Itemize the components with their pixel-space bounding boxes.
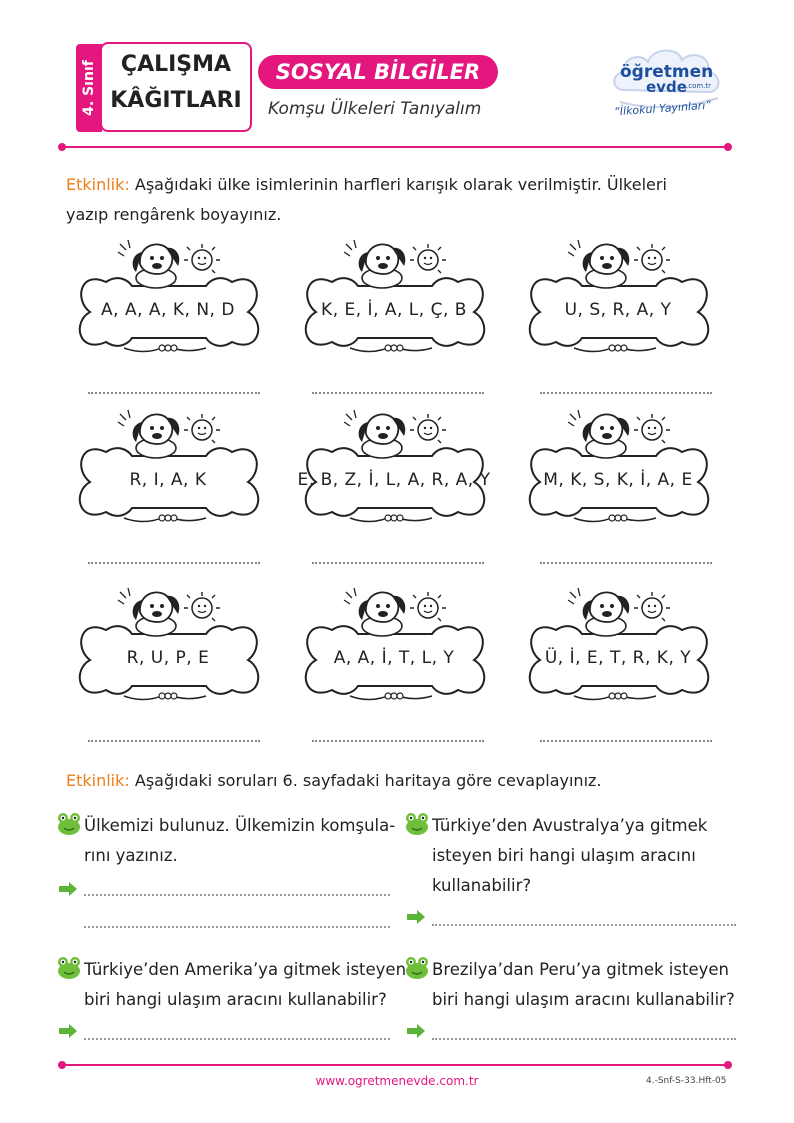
subject-badge: SOSYAL BİLGİLER	[258, 55, 498, 89]
scrambled-letters: U, S, R, A, Y	[564, 300, 672, 320]
question-1-line1: Ülkemizi bulunuz. Ülkemizin komşula-	[84, 816, 396, 835]
answer-line-q2[interactable]	[432, 924, 736, 926]
frog-icon	[56, 812, 82, 836]
footer-url[interactable]: www.ogretmenevde.com.tr	[315, 1074, 479, 1088]
question-3-line2: biri hangi ulaşım aracını kullanabilir?	[84, 990, 387, 1009]
country-answer-line[interactable]	[88, 392, 260, 394]
footer-code: 4.-Snf-S-33.Hft-05	[646, 1076, 727, 1086]
scrambled-word-card	[66, 578, 270, 718]
country-answer-line[interactable]	[88, 740, 260, 742]
frog-icon	[404, 956, 430, 980]
logo-tagline: “İlkokul Yayınları”	[613, 98, 712, 119]
answer-line-q1-2[interactable]	[84, 926, 390, 928]
logo-word-top: öğretmen	[620, 62, 714, 82]
scrambled-letters: A, A, A, K, N, D	[101, 300, 235, 320]
scrambled-letters: R, I, A, K	[129, 470, 207, 490]
question-2-line1: Türkiye’den Avustralya’ya gitmek	[432, 816, 708, 835]
title-line-2: KÂĞITLARI	[110, 88, 242, 113]
activity-1-instruction	[66, 170, 667, 230]
question-3	[84, 955, 406, 1015]
scrambled-word-card	[292, 230, 496, 370]
logo-word-bottom: evde	[646, 78, 687, 96]
country-answer-line[interactable]	[540, 392, 712, 394]
header-divider	[62, 146, 728, 148]
footer-divider	[62, 1064, 728, 1066]
scrambled-word-card	[66, 400, 270, 540]
question-2-line2: isteyen biri hangi ulaşım aracını	[432, 846, 696, 865]
answer-line-q3[interactable]	[84, 1038, 390, 1040]
activity-1-text-line1: Aşağıdaki ülke isimlerinin harfleri karışık olarak verilmiştir. Ülkeleri	[134, 175, 667, 194]
scrambled-word-card	[516, 578, 720, 718]
arrow-right-icon	[406, 910, 426, 924]
topic-subtitle: Komşu Ülkeleri Tanıyalım	[268, 99, 482, 119]
question-2	[432, 811, 707, 901]
title-line-1: ÇALIŞMA	[120, 52, 232, 77]
scrambled-letters: E, B, Z, İ, L, A, R, A, Y	[297, 470, 491, 490]
scrambled-word-card	[292, 578, 496, 718]
country-answer-line[interactable]	[312, 740, 484, 742]
worksheet-title-box	[100, 42, 252, 132]
answer-line-q1-1[interactable]	[84, 894, 390, 896]
scrambled-letters: Ü, İ, E, T, R, K, Y	[544, 648, 692, 668]
activity-1-label: Etkinlik:	[66, 175, 130, 194]
question-4	[432, 955, 735, 1015]
scrambled-letters: K, E, İ, A, L, Ç, B	[321, 300, 467, 320]
frog-icon	[404, 812, 430, 836]
question-4-line1: Brezilya’dan Peru’ya gitmek isteyen	[432, 960, 729, 979]
grade-tab	[76, 44, 102, 132]
country-answer-line[interactable]	[540, 740, 712, 742]
answer-line-q4[interactable]	[432, 1038, 736, 1040]
scrambled-word-card	[66, 230, 270, 370]
question-4-line2: biri hangi ulaşım aracını kullanabilir?	[432, 990, 735, 1009]
question-1	[84, 811, 395, 871]
activity-2-instruction	[66, 766, 602, 796]
scrambled-letters: R, U, P, E	[126, 648, 210, 668]
question-2-line3: kullanabilir?	[432, 876, 532, 895]
question-3-line1: Türkiye’den Amerika’ya gitmek isteyen	[84, 960, 407, 979]
country-answer-line[interactable]	[540, 562, 712, 564]
country-answer-line[interactable]	[88, 562, 260, 564]
scrambled-word-card	[516, 230, 720, 370]
logo-domain: .com.tr	[686, 82, 712, 90]
arrow-right-icon	[58, 1024, 78, 1038]
scrambled-word-card	[516, 400, 720, 540]
activity-2-label: Etkinlik:	[66, 771, 130, 790]
scrambled-letters: A, A, İ, T, L, Y	[333, 648, 455, 668]
activity-1-text-line2: yazıp rengârenk boyayınız.	[66, 205, 282, 224]
arrow-right-icon	[58, 882, 78, 896]
publisher-logo	[606, 44, 730, 126]
country-answer-line[interactable]	[312, 562, 484, 564]
frog-icon	[56, 956, 82, 980]
question-1-line2: rını yazınız.	[84, 846, 178, 865]
scrambled-word-card	[292, 400, 496, 540]
scrambled-letters: M, K, S, K, İ, A, E	[543, 470, 693, 490]
grade-label: 4. Sınıf	[81, 60, 97, 116]
arrow-right-icon	[406, 1024, 426, 1038]
country-answer-line[interactable]	[312, 392, 484, 394]
activity-2-text: Aşağıdaki soruları 6. sayfadaki haritaya göre cevaplayınız.	[134, 771, 602, 790]
